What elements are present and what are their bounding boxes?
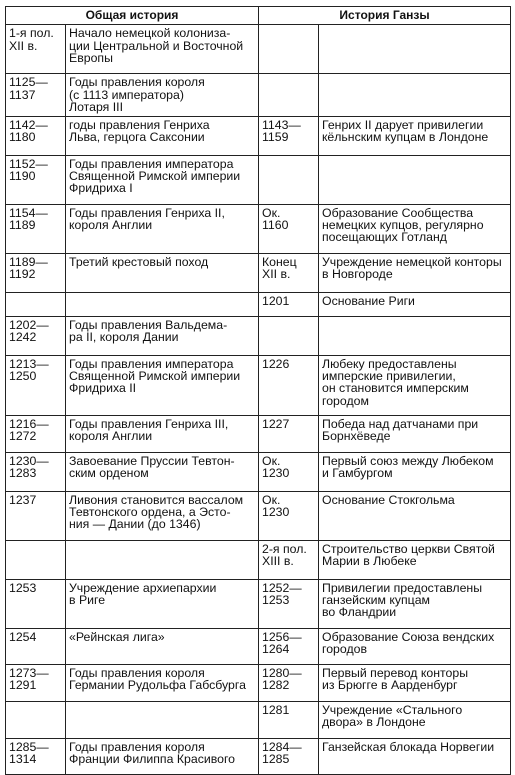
hansa-event-cell: Победа над датчанами при Борнхёведе (319, 415, 511, 452)
hansa-event-cell (319, 25, 511, 74)
hansa-date-cell (259, 155, 319, 204)
table-row (6, 155, 511, 204)
general-date-cell: 1254 (6, 628, 66, 664)
hansa-date-cell: Ок. 1230 (259, 452, 319, 491)
general-event-cell: Годы правления императора Священной Римской империи Фридриха I (66, 155, 259, 204)
table-row (6, 540, 511, 579)
general-event-cell: Третий крестовый поход (66, 253, 259, 292)
hansa-event-cell: Ганзейская блокада Норвегии (319, 738, 511, 774)
table-row (6, 415, 511, 452)
hansa-date-cell: 1143— 1159 (259, 116, 319, 155)
general-date-cell (6, 701, 66, 738)
hansa-event-cell: Основание Риги (319, 292, 511, 316)
general-event-cell (66, 540, 259, 579)
table-row (6, 74, 511, 116)
hansa-event-cell: Строительство церкви Святой Марии в Любеке (319, 540, 511, 579)
hansa-event-cell: Привилегии предоставлены ганзейским купцам во Фландрии (319, 579, 511, 628)
general-event-cell: Годы правления императора Священной Римской империи Фридриха II (66, 355, 259, 415)
general-event-cell: Завоевание Пруссии Тевтон- ским орденом (66, 452, 259, 491)
general-date-cell: 1216— 1272 (6, 415, 66, 452)
hansa-date-cell: 1252— 1253 (259, 579, 319, 628)
general-date-cell: 1230— 1283 (6, 452, 66, 491)
hansa-date-cell: 1281 (259, 701, 319, 738)
table-body (6, 25, 511, 774)
hansa-event-cell (319, 155, 511, 204)
general-event-cell: Годы правления короля Франции Филиппа Красивого (66, 738, 259, 774)
hansa-date-cell: 1201 (259, 292, 319, 316)
general-date-cell: 1237 (6, 491, 66, 540)
hansa-date-cell: 2-я пол. XIII в. (259, 540, 319, 579)
general-date-cell: 1-я пол. XII в. (6, 25, 66, 74)
general-event-cell: Годы правления Генриха III, короля Англии (66, 415, 259, 452)
general-date-cell: 1253 (6, 579, 66, 628)
hansa-date-cell: 1280— 1282 (259, 664, 319, 701)
general-date-cell: 1125— 1137 (6, 74, 66, 116)
header-row (6, 7, 511, 25)
hansa-date-cell: Ок. 1230 (259, 491, 319, 540)
general-date-cell: 1142— 1180 (6, 116, 66, 155)
hansa-event-cell (319, 74, 511, 116)
hansa-event-cell: Образование Союза вендских городов (319, 628, 511, 664)
table-row (6, 292, 511, 316)
general-event-cell: «Рейнская лига» (66, 628, 259, 664)
header-hansa-history: История Ганзы (259, 7, 511, 25)
general-date-cell (6, 292, 66, 316)
hansa-event-cell: Первый перевод конторы из Брюгге в Aарденбург (319, 664, 511, 701)
general-event-cell: годы правления Генриха Льва, герцога Саксонии (66, 116, 259, 155)
hansa-date-cell (259, 74, 319, 116)
table-row (6, 628, 511, 664)
hansa-event-cell: Учреждение «Стального двора» в Лондоне (319, 701, 511, 738)
hansa-date-cell (259, 25, 319, 74)
hansa-date-cell: 1227 (259, 415, 319, 452)
table-row (6, 253, 511, 292)
table-row (6, 738, 511, 774)
general-event-cell: Годы правления короля Германии Рудольфа Габсбурга (66, 664, 259, 701)
general-date-cell: 1154— 1189 (6, 204, 66, 253)
hansa-event-cell: Учреждение немецкой конторы в Новгороде (319, 253, 511, 292)
general-date-cell: 1285— 1314 (6, 738, 66, 774)
table-row (6, 701, 511, 738)
general-date-cell (6, 540, 66, 579)
general-event-cell: Ливония становится вассалом Тевтонского ордена, а Эсто- ния — Дании (до 1346) (66, 491, 259, 540)
table-row (6, 579, 511, 628)
hansa-date-cell (259, 316, 319, 355)
table-row (6, 25, 511, 74)
general-date-cell: 1202— 1242 (6, 316, 66, 355)
hansa-date-cell: Ок. 1160 (259, 204, 319, 253)
general-date-cell: 1152— 1190 (6, 155, 66, 204)
table-row (6, 204, 511, 253)
hansa-event-cell: Любеку предоставлены имперские привилегии, он становится имперским городом (319, 355, 511, 415)
hansa-date-cell: 1284— 1285 (259, 738, 319, 774)
general-event-cell (66, 701, 259, 738)
table-row (6, 116, 511, 155)
table-row (6, 355, 511, 415)
hansa-event-cell: Генрих II дарует привилегии кёльнским купцам в Лондоне (319, 116, 511, 155)
hansa-event-cell: Основание Стокгольма (319, 491, 511, 540)
hansa-date-cell: 1226 (259, 355, 319, 415)
table-row (6, 491, 511, 540)
hansa-date-cell: 1256— 1264 (259, 628, 319, 664)
table-row (6, 664, 511, 701)
general-event-cell (66, 292, 259, 316)
hansa-event-cell: Первый союз между Любеком и Гамбургом (319, 452, 511, 491)
hansa-event-cell: Образование Сообщества немецких купцов, регулярно посещающих Готланд (319, 204, 511, 253)
general-date-cell: 1273— 1291 (6, 664, 66, 701)
table-row (6, 316, 511, 355)
general-event-cell: Годы правления Генриха II, короля Англии (66, 204, 259, 253)
general-event-cell: Годы правления короля (с 1113 императора) Лотаря III (66, 74, 259, 116)
table-row (6, 452, 511, 491)
general-event-cell: Годы правления Вальдема- ра II, короля Дании (66, 316, 259, 355)
general-event-cell: Начало немецкой колониза- ции Центральной и Восточной Европы (66, 25, 259, 74)
general-date-cell: 1189— 1192 (6, 253, 66, 292)
header-general-history: Общая история (6, 7, 259, 25)
general-event-cell: Учреждение архиепархии в Риге (66, 579, 259, 628)
general-date-cell: 1213— 1250 (6, 355, 66, 415)
chronology-table (5, 6, 511, 775)
hansa-event-cell (319, 316, 511, 355)
hansa-date-cell: Конец XII в. (259, 253, 319, 292)
